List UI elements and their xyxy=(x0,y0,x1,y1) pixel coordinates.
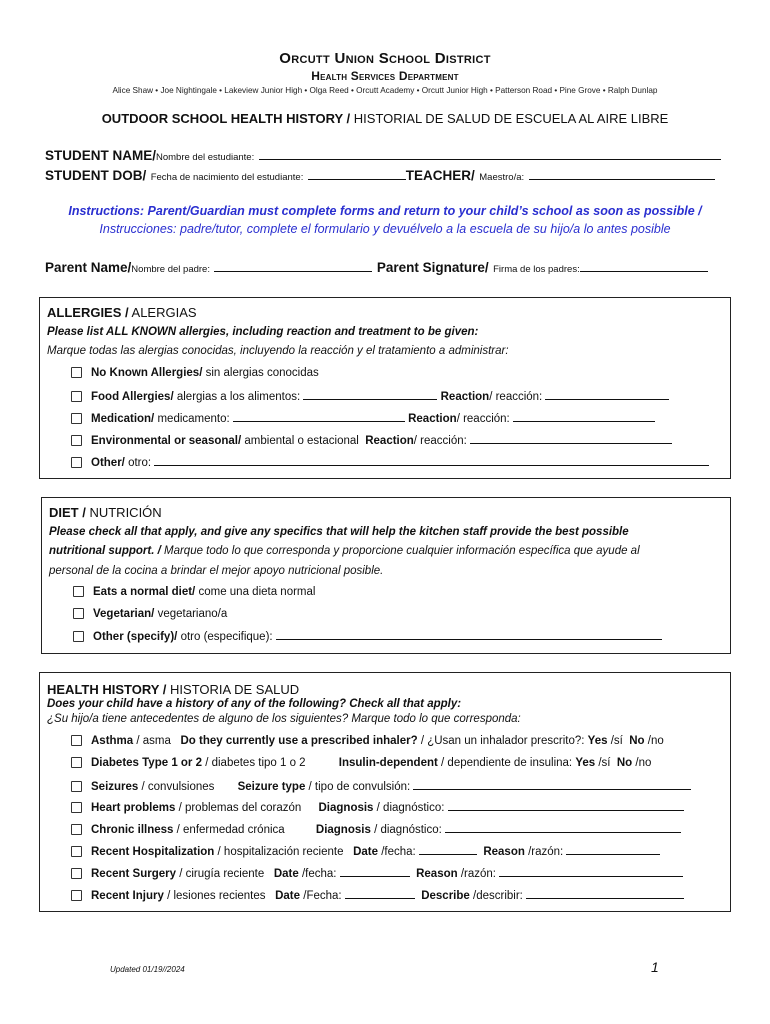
diet-section xyxy=(41,497,731,654)
student-name-row: STUDENT NAME/Nombre del estudiante: xyxy=(45,147,735,165)
school-list: Alice Shaw • Joe Nightingale • Lakeview Junior High • Olga Reed • Orcutt Academy • Orcutt Junior High • Patterson Road • Pine Grove • Ralph Dunlap xyxy=(112,86,658,95)
diet-vegetarian-row: Vegetarian/ vegetariano/a xyxy=(73,608,227,620)
allergy-none-row: No Known Allergies/ sin alergias conocidas xyxy=(71,367,319,379)
diet-prompt-line3: personal de la cocina a brindar el mejor apoyo nutricional posible. xyxy=(49,565,384,577)
heart-checkbox[interactable] xyxy=(71,802,82,813)
allergy-food-field[interactable] xyxy=(303,389,437,400)
form-title: OUTDOOR SCHOOL HEALTH HISTORY / HISTORIAL DE SALUD DE ESCUELA AL AIRE LIBRE xyxy=(101,111,669,126)
health-prompt: Does your child have a history of any of the following? Check all that apply: xyxy=(47,698,462,710)
department-name: Health Services Department xyxy=(311,69,459,83)
surgery-date-field[interactable] xyxy=(340,866,410,877)
surgery-reason-field[interactable] xyxy=(499,866,683,877)
health-section xyxy=(39,672,731,912)
hospitalization-checkbox[interactable] xyxy=(71,846,82,857)
diabetes-no-option[interactable]: No xyxy=(616,757,633,769)
health-injury-row: Recent Injury / lesiones recientes Date /Fecha: Describe /describir: xyxy=(71,888,684,902)
diet-vegetarian-checkbox[interactable] xyxy=(73,608,84,619)
injury-checkbox[interactable] xyxy=(71,890,82,901)
allergy-medication-field[interactable] xyxy=(233,411,405,422)
diet-title: DIET / NUTRICIÓN xyxy=(49,505,162,520)
allergy-medication-row: Medication/ medicamento: Reaction/ reacción: xyxy=(71,411,655,425)
injury-date-field[interactable] xyxy=(345,888,415,899)
diet-prompt-line1: Please check all that apply, and give any specifics that will help the kitchen staff provide the best possible xyxy=(49,526,629,538)
allergy-food-reaction-field[interactable] xyxy=(545,389,669,400)
chronic-diagnosis-field[interactable] xyxy=(445,822,681,833)
surgery-checkbox[interactable] xyxy=(71,868,82,879)
diabetes-checkbox[interactable] xyxy=(71,757,82,768)
page-number: 1 xyxy=(651,959,659,975)
allergy-none-checkbox[interactable] xyxy=(71,367,82,378)
health-surgery-row: Recent Surgery / cirugía reciente Date /fecha: Reason /razón: xyxy=(71,866,683,880)
student-dob-row: STUDENT DOB/ Fecha de nacimiento del estudiante: TEACHER/ Maestro/a: xyxy=(45,167,735,185)
diet-prompt-line2: nutritional support. / Marque todo lo que corresponda y proporcione cualquier información específica que ayude al xyxy=(49,545,640,557)
chronic-checkbox[interactable] xyxy=(71,824,82,835)
parent-row: Parent Name/Nombre del padre: Parent Signature/ Firma de los padres: xyxy=(45,259,735,277)
allergies-title: ALLERGIES / ALERGIAS xyxy=(47,305,197,320)
instructions-spanish: Instrucciones: padre/tutor, complete el formulario y devuélvelo a la escuela de su hijo/a lo antes posible xyxy=(99,222,671,236)
instructions-english: Instructions: Parent/Guardian must complete forms and return to your child’s school as soon as possible / xyxy=(68,204,702,218)
hospitalization-reason-field[interactable] xyxy=(566,844,660,855)
updated-date: Updated 01/19//2024 xyxy=(110,965,185,974)
parent-name-field[interactable] xyxy=(214,259,372,272)
health-asthma-row: Asthma / asma Do they currently use a prescribed inhaler? / ¿Usan un inhalador prescrito?: Yes /sí No /no xyxy=(71,735,664,747)
diabetes-yes-option[interactable]: Yes xyxy=(575,757,596,769)
seizures-checkbox[interactable] xyxy=(71,781,82,792)
health-diabetes-row: Diabetes Type 1 or 2 / diabetes tipo 1 o 2 Insulin-dependent / dependiente de insulina: Yes /sí No /no xyxy=(71,757,651,769)
asthma-checkbox[interactable] xyxy=(71,735,82,746)
seizure-type-field[interactable] xyxy=(413,779,691,790)
diet-other-row: Other (specify)/ otro (especifique): xyxy=(73,629,662,643)
allergy-environmental-checkbox[interactable] xyxy=(71,435,82,446)
allergy-other-row: Other/ otro: xyxy=(71,455,709,469)
district-name: Orcutt Union School District xyxy=(279,50,491,67)
allergy-other-field[interactable] xyxy=(154,455,709,466)
diet-normal-row: Eats a normal diet/ come una dieta normal xyxy=(73,586,315,598)
heart-diagnosis-field[interactable] xyxy=(448,800,684,811)
allergy-medication-reaction-field[interactable] xyxy=(513,411,655,422)
health-title: HEALTH HISTORY / HISTORIA DE SALUD xyxy=(47,682,300,697)
allergies-section xyxy=(39,297,731,479)
allergy-other-checkbox[interactable] xyxy=(71,457,82,468)
health-seizures-row: Seizures / convulsiones Seizure type / tipo de convulsión: xyxy=(71,779,691,793)
allergy-environmental-reaction-field[interactable] xyxy=(470,433,672,444)
health-chronic-row: Chronic illness / enfermedad crónica Diagnosis / diagnóstico: xyxy=(71,822,681,836)
health-hospitalization-row: Recent Hospitalization / hospitalización reciente Date /fecha: Reason /razón: xyxy=(71,844,660,858)
asthma-no-option[interactable]: No xyxy=(629,735,645,747)
hospitalization-date-field[interactable] xyxy=(419,844,477,855)
injury-describe-field[interactable] xyxy=(526,888,684,899)
parent-signature-field[interactable] xyxy=(580,259,708,272)
health-heart-row: Heart problems / problemas del corazón Diagnosis / diagnóstico: xyxy=(71,800,684,814)
diet-other-checkbox[interactable] xyxy=(73,631,84,642)
diet-normal-checkbox[interactable] xyxy=(73,586,84,597)
student-dob-field[interactable] xyxy=(308,167,406,180)
teacher-field[interactable] xyxy=(529,167,715,180)
allergies-prompt-es: Marque todas las alergias conocidas, incluyendo la reacción y el tratamiento a administrar: xyxy=(47,345,509,357)
diet-other-field[interactable] xyxy=(276,629,662,640)
student-name-field[interactable] xyxy=(259,147,721,160)
asthma-yes-option[interactable]: Yes xyxy=(587,735,608,747)
health-prompt-es: ¿Su hijo/a tiene antecedentes de alguno de los siguientes? Marque todo lo que corresponda: xyxy=(47,713,521,725)
allergy-food-checkbox[interactable] xyxy=(71,391,82,402)
allergy-environmental-row: Environmental or seasonal/ ambiental o estacional Reaction/ reacción: xyxy=(71,433,672,447)
allergy-food-row: Food Allergies/ alergias a los alimentos: Reaction/ reacción: xyxy=(71,389,669,403)
allergy-medication-checkbox[interactable] xyxy=(71,413,82,424)
allergies-prompt: Please list ALL KNOWN allergies, including reaction and treatment to be given: xyxy=(47,326,479,338)
